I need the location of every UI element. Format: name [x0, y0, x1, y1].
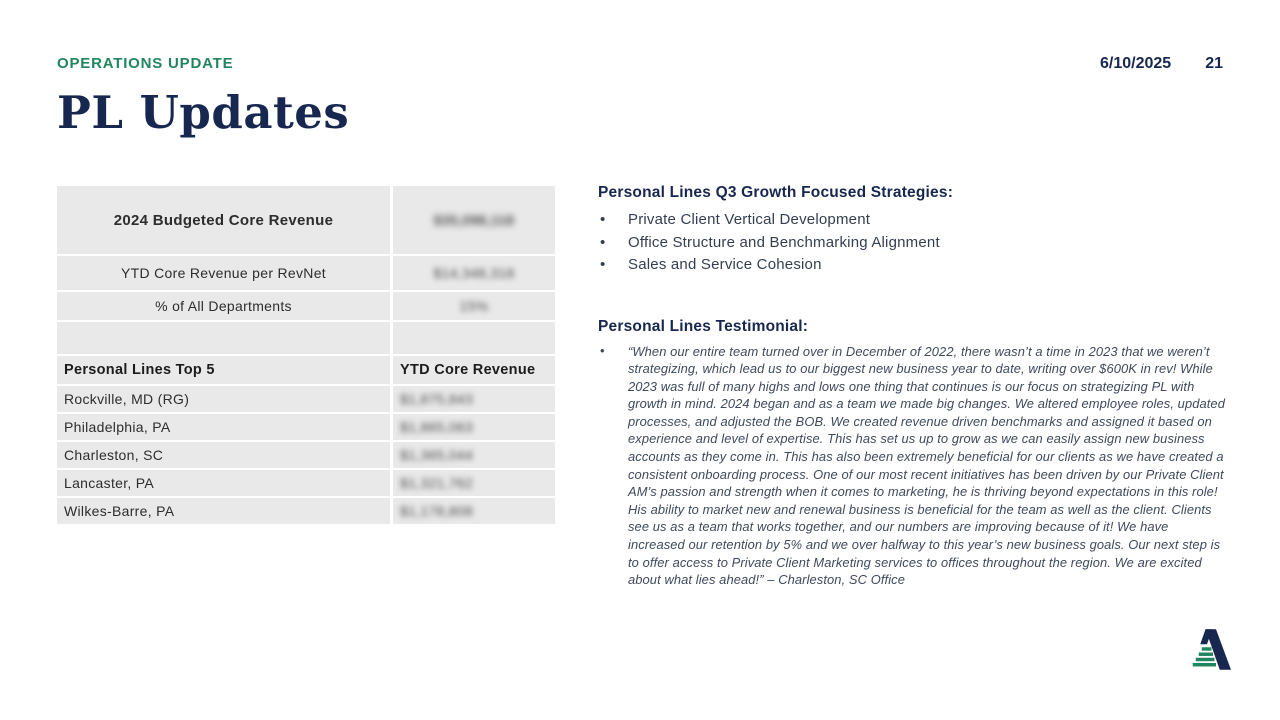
row-value-cell [393, 292, 555, 320]
redacted-value: $14,348,318 [433, 265, 515, 281]
row-label: Lancaster, PA [57, 470, 390, 496]
table-row-wilkes-barre [57, 498, 555, 524]
slide-date: 6/10/2025 [1100, 55, 1172, 72]
table-row-philadelphia [57, 414, 555, 440]
table-row-charleston [57, 442, 555, 468]
row-label: 2024 Budgeted Core Revenue [57, 186, 390, 254]
row-value-cell [393, 186, 555, 254]
redacted-value: $1,875,843 [400, 391, 474, 407]
row-value-cell [393, 386, 555, 412]
testimonial-heading: Personal Lines Testimonial: [598, 317, 809, 335]
strategies-list [598, 209, 1228, 277]
table-row-ytd-revenue [57, 256, 555, 290]
redacted-value: $1,178,808 [400, 503, 474, 519]
revenue-table [57, 186, 555, 526]
table-row-lancaster [57, 470, 555, 496]
strategy-bullet: • Sales and Service Cohesion [598, 254, 1228, 277]
table-row-rockville [57, 386, 555, 412]
row-value-cell [393, 470, 555, 496]
redacted-value: $1,865,063 [400, 419, 474, 435]
redacted-value: 15% [459, 298, 489, 314]
section-eyebrow: OPERATIONS UPDATE [57, 55, 234, 72]
testimonial-bullet [598, 343, 1228, 589]
page-title: PL Updates [57, 86, 350, 139]
column-header-top5: Personal Lines Top 5 [57, 356, 390, 384]
row-label: Philadelphia, PA [57, 414, 390, 440]
testimonial-section [598, 318, 1228, 589]
redacted-value: $1,365,044 [400, 447, 474, 463]
strategies-section [598, 184, 1228, 277]
right-panel [598, 184, 1228, 589]
strategy-bullet: • Private Client Vertical Development [598, 209, 1228, 232]
strategies-heading: Personal Lines Q3 Growth Focused Strategies: [598, 184, 954, 201]
table-spacer-row [57, 322, 555, 354]
strategy-bullet: • Office Structure and Benchmarking Alignment [598, 232, 1228, 255]
header-right [1100, 55, 1223, 73]
row-label: % of All Departments [57, 292, 390, 320]
company-a-logo-icon [1189, 626, 1234, 673]
column-header-ytd: YTD Core Revenue [393, 356, 555, 384]
bullet-marker: • [600, 342, 605, 358]
table-row-budgeted-revenue [57, 186, 555, 254]
table-header-top5 [57, 356, 555, 384]
page-number: 21 [1205, 55, 1223, 72]
testimonial-quote: “When our entire team turned over in December of 2022, there wasn’t a time in 2023 that we weren’t strategizing, which lead us to our biggest new business year to date, writing over $600K in rev! While 2023 was full of many highs and lows one thing that continues is our focus on strategizing PL with growth in mind. 2024 began and as a team we made big changes. We altered employee roles, updated processes, and adjusted the BOB. We created revenue driven benchmarks and assigned it based on experience and level of expertise. This has set us up to grow as we can easily assign new business accounts as they come in. This has also been extremely beneficial for our clients as we have created a consistent onboarding process. One of our most recent initiatives has been driven by our Private Client AM’s passion and strength when it comes to marketing, he is thriving beyond expectations in this role! His ability to market new and renewal business is beneficial for the team as well as the client. Clients see us as a team that works together, and our numbers are improving because of it! We have increased our retention by 5% and we over halfway to this year’s new business goals. Our next step is to offer access to Private Client Marketing services to offices throughout the region. We are excited about what lies ahead!” – Charleston, SC Office [628, 343, 1225, 588]
redacted-value: $35,098,118 [433, 212, 515, 228]
row-value-cell [393, 256, 555, 290]
row-label: YTD Core Revenue per RevNet [57, 256, 390, 290]
row-label: Rockville, MD (RG) [57, 386, 390, 412]
row-value-cell [393, 414, 555, 440]
table-row-percent-departments [57, 292, 555, 320]
row-value-cell [393, 442, 555, 468]
row-label: Charleston, SC [57, 442, 390, 468]
row-label: Wilkes-Barre, PA [57, 498, 390, 524]
row-value-cell [393, 498, 555, 524]
redacted-value: $1,321,762 [400, 475, 474, 491]
